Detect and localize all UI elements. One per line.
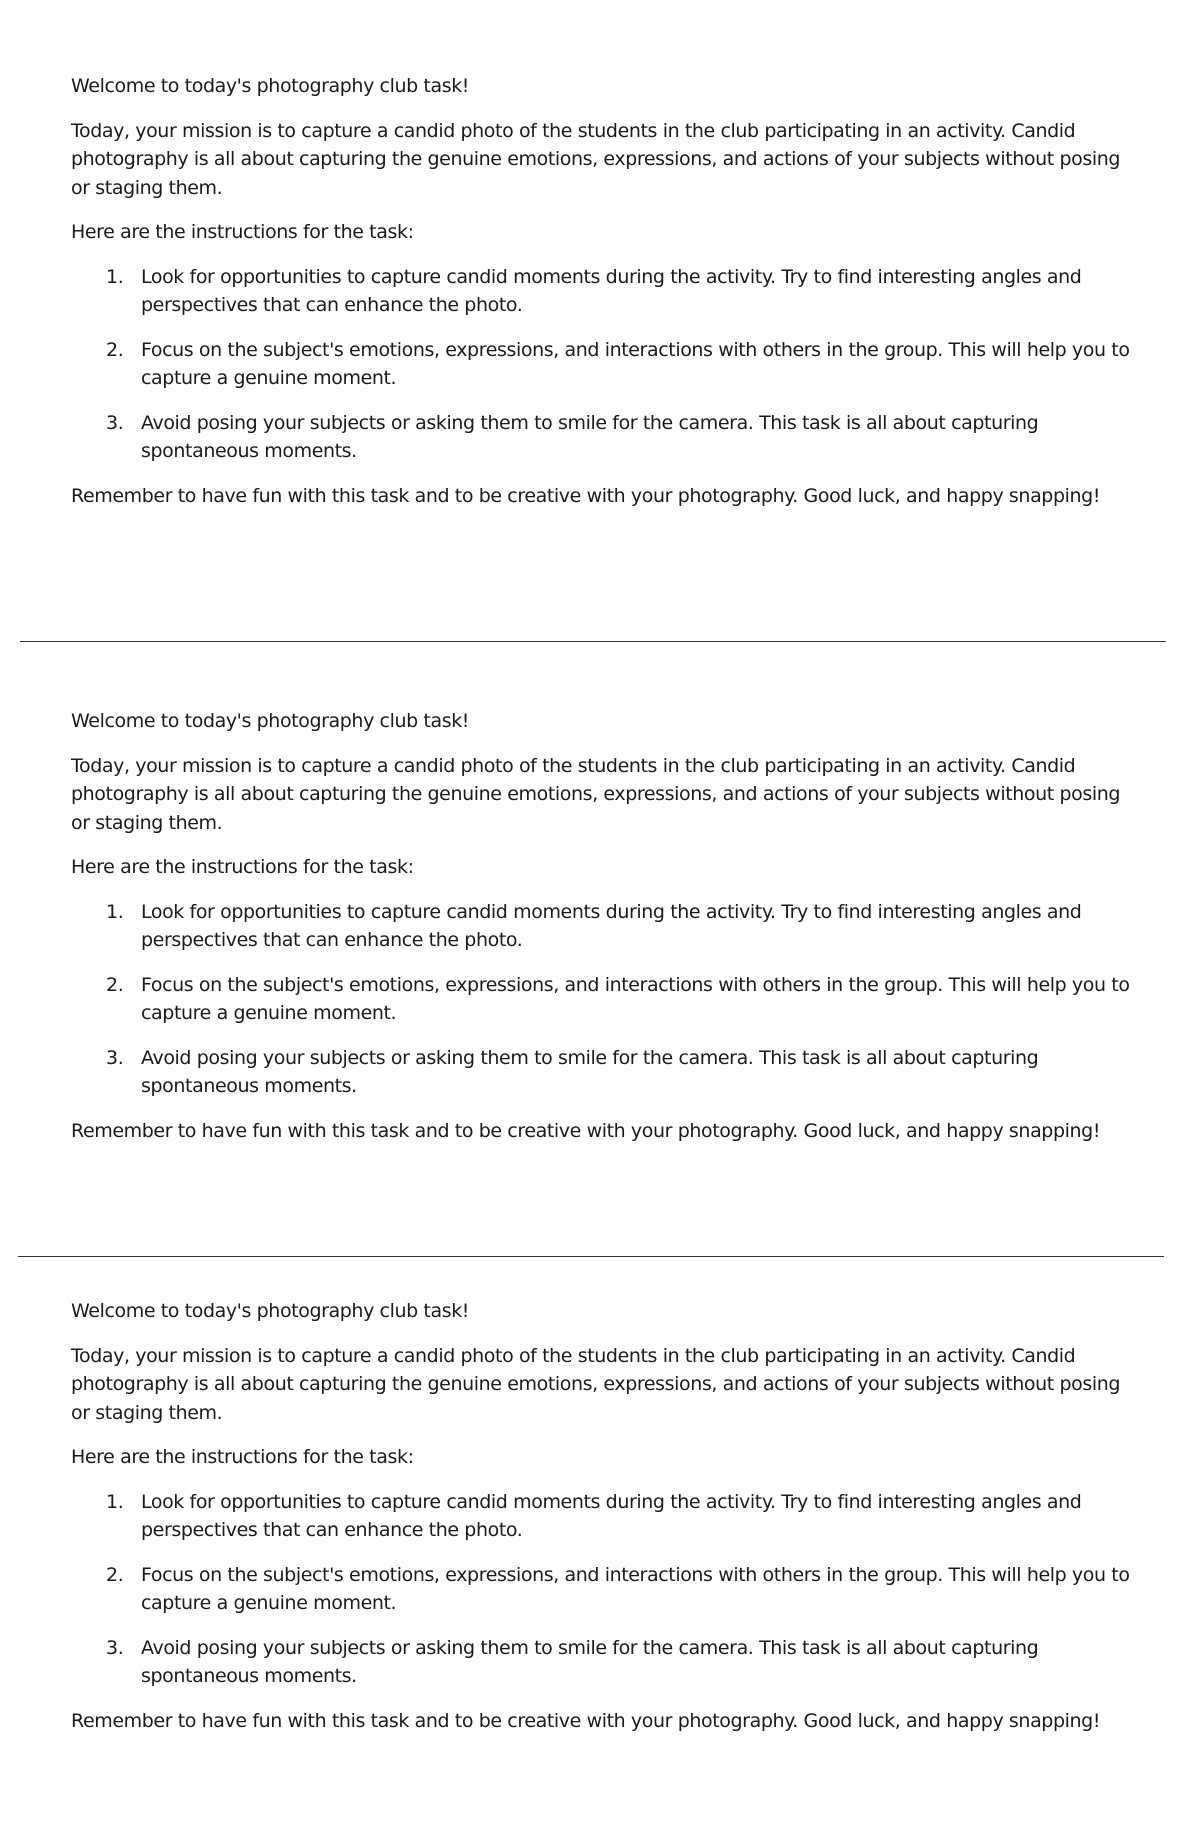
list-number: 3. [106,1636,124,1659]
list-number: 3. [106,411,124,434]
list-item [71,336,1131,393]
list-item [71,409,1131,466]
list-item [71,898,1131,955]
list-item-text: Focus on the subject's emotions, expressions, and interactions with others in the group. This will help you to capture a genuine moment. [141,973,1130,1024]
list-item-text: Focus on the subject's emotions, expressions, and interactions with others in the group. This will help you to capture a genuine moment. [141,338,1130,389]
instructions-heading: Here are the instructions for the task: [71,856,414,878]
list-number: 1. [106,1490,124,1513]
instructions-heading: Here are the instructions for the task: [71,221,414,243]
list-number: 2. [106,338,124,361]
intro-paragraph: Today, your mission is to capture a candid photo of the students in the club participating in an activity. Candid photography is all about capturing the genuine emotions, expressions, and actions of your subjects without posing or staging them. [71,119,1121,199]
instruction-list [71,263,1131,466]
intro-paragraph: Today, your mission is to capture a candid photo of the students in the club participating in an activity. Candid photography is all about capturing the genuine emotions, expressions, and actions of your subjects without posing or staging them. [71,1344,1121,1424]
list-item [71,971,1131,1028]
list-item [71,1488,1131,1545]
welcome-heading: Welcome to today's photography club task! [71,75,470,97]
list-item-text: Look for opportunities to capture candid moments during the activity. Try to find interesting angles and perspectives that can enhance the photo. [141,900,1082,951]
welcome-heading: Welcome to today's photography club task! [71,1300,470,1322]
list-number: 2. [106,973,124,996]
task-section-3 [71,1297,1131,1735]
task-section-1 [71,72,1131,510]
welcome-heading: Welcome to today's photography club task! [71,710,470,732]
section-divider [18,1256,1164,1257]
list-item [71,263,1131,320]
instruction-list [71,1488,1131,1691]
section-divider [20,641,1166,642]
task-section-2 [71,707,1131,1145]
list-number: 1. [106,900,124,923]
closing-paragraph: Remember to have fun with this task and to be creative with your photography. Good luck, and happy snapping! [71,484,1101,507]
list-number: 1. [106,265,124,288]
list-item-text: Look for opportunities to capture candid moments during the activity. Try to find interesting angles and perspectives that can enhance the photo. [141,1490,1082,1541]
list-number: 3. [106,1046,124,1069]
list-item [71,1561,1131,1618]
list-item-text: Avoid posing your subjects or asking them to smile for the camera. This task is all about capturing spontaneous moments. [141,1636,1039,1687]
closing-paragraph: Remember to have fun with this task and to be creative with your photography. Good luck, and happy snapping! [71,1119,1101,1142]
closing-paragraph: Remember to have fun with this task and to be creative with your photography. Good luck, and happy snapping! [71,1709,1101,1732]
list-number: 2. [106,1563,124,1586]
list-item [71,1634,1131,1691]
intro-paragraph: Today, your mission is to capture a candid photo of the students in the club participating in an activity. Candid photography is all about capturing the genuine emotions, expressions, and actions of your subjects without posing or staging them. [71,754,1121,834]
list-item [71,1044,1131,1101]
list-item-text: Avoid posing your subjects or asking them to smile for the camera. This task is all about capturing spontaneous moments. [141,411,1039,462]
list-item-text: Avoid posing your subjects or asking them to smile for the camera. This task is all about capturing spontaneous moments. [141,1046,1039,1097]
list-item-text: Look for opportunities to capture candid moments during the activity. Try to find interesting angles and perspectives that can enhance the photo. [141,265,1082,316]
instructions-heading: Here are the instructions for the task: [71,1446,414,1468]
instruction-list [71,898,1131,1101]
list-item-text: Focus on the subject's emotions, expressions, and interactions with others in the group. This will help you to capture a genuine moment. [141,1563,1130,1614]
